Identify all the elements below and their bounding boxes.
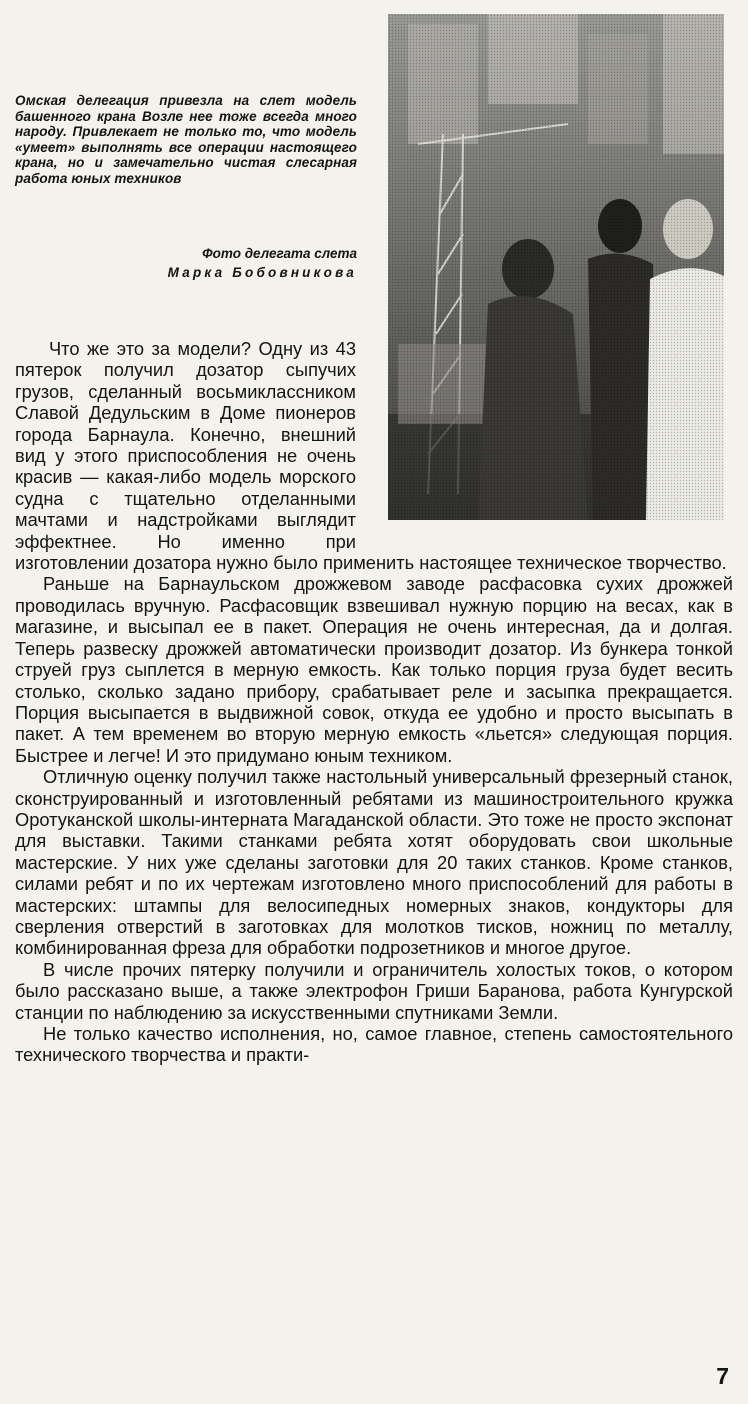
article-body [15, 338, 733, 1066]
article-paragraph: Не только качество исполнения, но, самое главное, степень самостоятельного технического творчества и практи- [15, 1023, 733, 1066]
photo-caption: Омская делегация привезла на слет модель башенного крана Возле нее тоже всегда много народу. Привлекает не только то, что модель «умеет» выполнять все операции настоящего крана, но и замечательно чистая слесарная работа юных техников [15, 93, 357, 186]
photo-wrap-spacer [356, 338, 733, 534]
photo-credit-author: Марка Бобовникова [167, 265, 357, 280]
page-number: 7 [716, 1363, 729, 1389]
article-paragraph: В числе прочих пятерку получили и ограничитель холостых токов, о котором было рассказано выше, а также электрофон Гриши Баранова, работа Кунгурской станции по наблюдению за искусственными спутниками Земли. [15, 958, 733, 1023]
photo-credit [15, 244, 357, 282]
photo-credit-line: Фото делегата слета [202, 246, 357, 261]
article-paragraph: Что же это за модели? Одну из 43 пятерок получил дозатор сыпучих грузов, сделанный восьмиклассником Славой Дедульским в Доме пионеров города Барнаула. Конечно, внешний вид у этого приспособления не очень красив — какая-либо модель морского судна с тщательно отделанными мачтами и надстройками выглядит эффектнее. Но именно при изготовлении дозатора нужно было применить настоящее техническое творчество. [15, 338, 727, 574]
article-paragraph: Раньше на Барнаульском дрожжевом заводе расфасовка сухих дрожжей проводилась вручную. Расфасовщик взвешивал нужную порцию на весах, как в магазине, и высыпал ее в пакет. Операция не очень интересная, да и долгая. Теперь развеску дрожжей автоматически производит дозатор. Из бункера тонкой струей груз сыплется в мерную емкость. Как только порция груза будет весить столько, сколько задано прибору, срабатывает реле и засыпка прекращается. Порция высыпается в выдвижной совок, откуда ее удобно и просто высыпать в пакет. А тем временем во вторую мерную емкость «льется» следующая порция. Быстрее и легче! И это придумано юным техником. [15, 573, 733, 766]
article-paragraph: Отличную оценку получил также настольный универсальный фрезерный станок, сконструированный и изготовленный ребятами из машиностроительного кружка Оротуканской школы-интерната Магаданской области. Это тоже не просто экспонат для выставки. Такими станками ребята хотят оборудовать свои школьные мастерские. У них уже сделаны заготовки для 20 таких станков. Кроме станков, силами ребят и по их чертежам изготовлено много приспособлений для работы в мастерских: штампы для велосипедных номерных знаков, кондукторы для сверления отверстий в заготовках для молотков тисков, ножниц по металлу, комбинированная фреза для обработки подрозетников и многое другое. [15, 766, 733, 959]
